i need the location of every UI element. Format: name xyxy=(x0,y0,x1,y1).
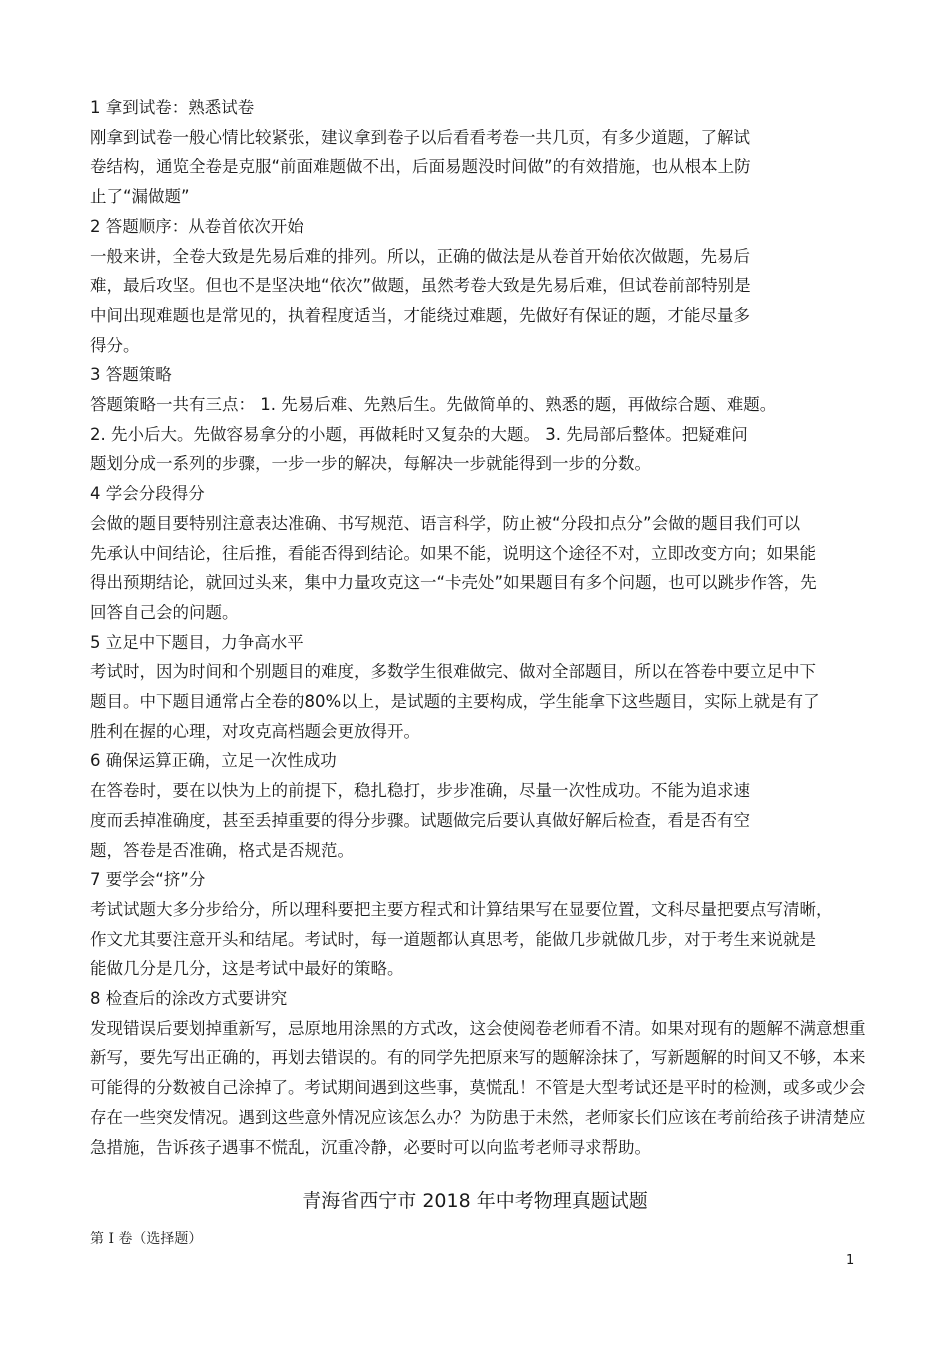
text-line: 6 确保运算正确，立足一次性成功 xyxy=(90,751,337,771)
text-line: 一般来讲，全卷大致是先易后难的排列。所以，正确的做法是从卷首开始依次做题，先易后 xyxy=(90,246,750,266)
text-line: 作文尤其要注意开头和结尾。考试时，每一道题都认真思考，能做几步就做几步，对于考生来说就是 xyxy=(90,929,816,949)
text-line: 卷结构，通览全卷是克服“前面难题做不出，后面易题没时间做”的有效措施，也从根本上防 xyxy=(90,157,751,177)
part-label: 第 I 卷（选择题） xyxy=(90,1231,203,1247)
text-line: 在答卷时，要在以快为上的前提下，稳扎稳打，步步准确，尽量一次性成功。不能为追求速 xyxy=(90,781,750,801)
text-line: 胜利在握的心理，对攻克高档题会更放得开。 xyxy=(90,721,420,741)
text-line: 急措施，告诉孩子遇事不慌乱，沉重冷静，必要时可以向监考老师寻求帮助。 xyxy=(90,1137,651,1157)
text-line: 止了“漏做题” xyxy=(90,187,190,207)
text-line: 4 学会分段得分 xyxy=(90,484,205,504)
text-line: 8 检查后的涂改方式要讲究 xyxy=(90,989,288,1008)
text-line: 3 答题策略 xyxy=(90,365,172,385)
text-line: 得出预期结论，就回过头来，集中力量攻克这一“卡壳处”如果题目有多个问题，也可以跳步作答，先 xyxy=(90,573,817,593)
text-line: 题目。中下题目通常占全卷的80%以上，是试题的主要构成，学生能拿下这些题目，实际上就是有了 xyxy=(90,692,820,711)
text-line: 难，最后攻坚。但也不是坚决地“依次”做题，虽然考卷大致是先易后难，但试卷前部特别是 xyxy=(90,276,751,296)
text-line: 发现错误后要划掉重新写，忌原地用涂黑的方式改，这会使阅卷老师看不清。如果对现有的题解不满意想重 xyxy=(90,1018,866,1038)
text-line: 会做的题目要特别注意表达准确、书写规范、语言科学，防止被“分段扣点分”会做的题目我们可以 xyxy=(90,513,801,533)
text-line: 2. 先小后大。先做容易拿分的小题，再做耗时又复杂的大题。 3. 先局部后整体。把疑难问 xyxy=(90,424,748,444)
text-line: 1 拿到试卷：熟悉试卷 xyxy=(90,98,255,117)
text-line: 得分。 xyxy=(90,335,140,355)
text-line: 刚拿到试卷一般心情比较紧张，建议拿到卷子以后看看考卷一共几页，有多少道题，了解试 xyxy=(90,127,750,147)
text-line: 度而丢掉准确度，甚至丢掉重要的得分步骤。试题做完后要认真做好解后检查，看是否有空 xyxy=(90,810,750,830)
text-line: 可能得的分数被自己涂掉了。考试期间遇到这些事，莫慌乱！不管是大型考试还是平时的检测，或多或少会 xyxy=(90,1078,866,1098)
text-line: 考试时，因为时间和个别题目的难度，多数学生很难做完、做对全部题目，所以在答卷中要立足中下 xyxy=(90,662,816,682)
text-line: 2 答题顺序：从卷首依次开始 xyxy=(90,216,304,236)
text-line: 中间出现难题也是常见的，执着程度适当，才能绕过难题，先做好有保证的题，才能尽量多 xyxy=(90,305,750,325)
text-line: 存在一些突发情况。遇到这些意外情况应该怎么办？为防患于未然，老师家长们应该在考前给孩子讲清楚应 xyxy=(90,1107,866,1127)
text-line: 先承认中间结论，往后推，看能否得到结论。如果不能，说明这个途径不对，立即改变方向；如果能 xyxy=(90,543,816,563)
text-line: 新写，要先写出正确的，再划去错误的。有的同学先把原来写的题解涂抹了，写新题解的时间又不够，本来 xyxy=(90,1048,866,1068)
text-line: 考试试题大多分步给分，所以理科要把主要方程式和计算结果写在显要位置，文科尽量把要点写清晰， xyxy=(90,899,833,919)
exam-title: 青海省西宁市 2018 年中考物理真题试题 xyxy=(302,1190,648,1212)
text-line: 答题策略一共有三点： 1. 先易后难、先熟后生。先做简单的、熟悉的题，再做综合题、难题。 xyxy=(90,395,777,414)
text-line: 能做几分是几分，这是考试中最好的策略。 xyxy=(90,959,404,979)
text-line: 7 要学会“挤”分 xyxy=(90,870,206,890)
text-line: 5 立足中下题目，力争高水平 xyxy=(90,632,304,652)
text-line: 题划分成一系列的步骤，一步一步的解决，每解决一步就能得到一步的分数。 xyxy=(90,454,651,474)
text-line: 题，答卷是否准确，格式是否规范。 xyxy=(90,840,354,860)
page-number: 1 xyxy=(846,1253,855,1268)
text-line: 回答自己会的问题。 xyxy=(90,602,239,622)
